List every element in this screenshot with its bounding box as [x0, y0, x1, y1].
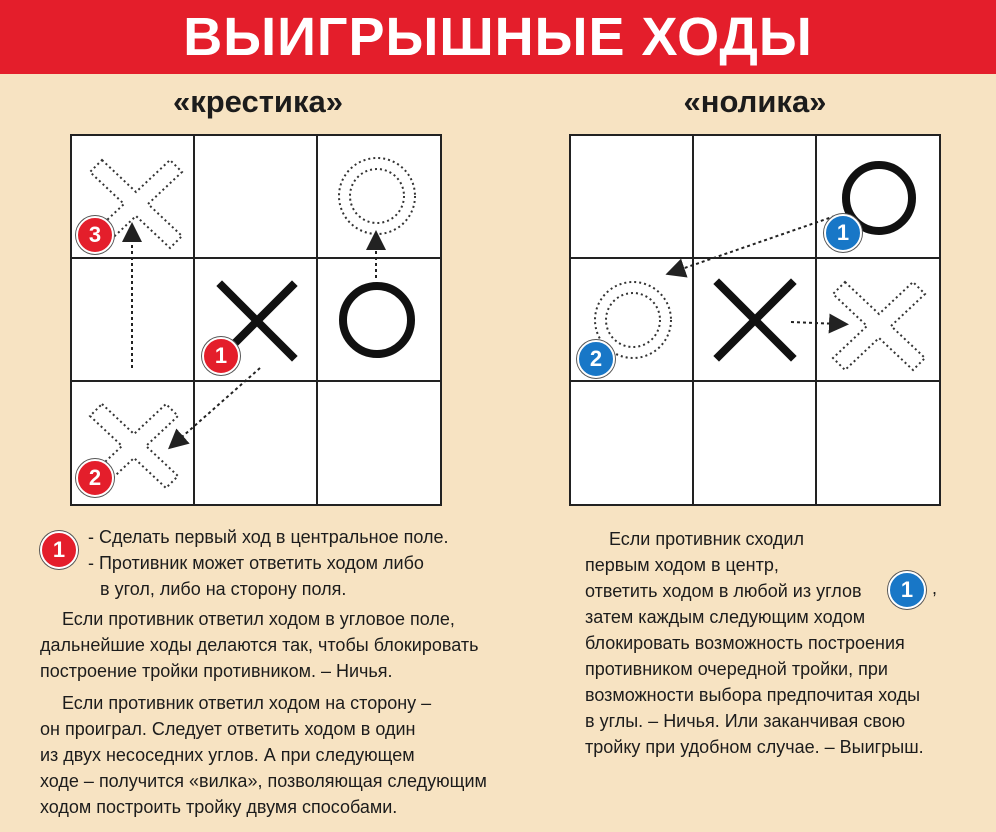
paragraph-line: Если противник ответил ходом на сторону –	[62, 693, 432, 713]
right-board	[569, 134, 941, 506]
bullet-line: - Противник может ответить ходом либо	[88, 553, 424, 573]
paragraph-line: тройку при удобном случае. – Выигрыш.	[585, 737, 924, 757]
left-paragraph-2	[40, 690, 487, 820]
bullet-line: - Сделать первый ход в центральное поле.	[88, 527, 449, 547]
legend-badge-1: 1	[40, 531, 78, 569]
right-subtitle: «нолика»	[683, 84, 827, 119]
paragraph-line: затем каждым следующим ходом	[585, 607, 866, 627]
paragraph-line: Если противник ответил ходом в угловое поле,	[62, 609, 455, 629]
bullet-line: в угол, либо на сторону поля.	[100, 579, 347, 599]
paragraph-line: дальнейшие ходы делаются так, чтобы блокировать	[40, 635, 479, 655]
step-badge-2: 2	[76, 459, 114, 497]
paragraph-line: блокировать возможность построения	[585, 633, 905, 653]
title-banner	[0, 0, 996, 74]
paragraph-line: в углы. – Ничья. Или заканчивая свою	[585, 711, 906, 731]
paragraph-line: первым ходом в центр,	[585, 555, 779, 575]
right-paragraph	[585, 526, 924, 760]
paragraph-line: ответить ходом в любой из углов	[585, 581, 862, 601]
inline-badge-1: 1	[888, 571, 926, 609]
inline-comma: ,	[932, 578, 938, 598]
paragraph-line: построение тройки противником. – Ничья.	[40, 661, 393, 681]
paragraph-line: Если противник сходил	[609, 529, 804, 549]
paragraph-line: ходе – получится «вилка», позволяющая следующим	[40, 771, 487, 791]
step-badge-1: 1	[824, 214, 862, 252]
left-subtitle: «крестика»	[172, 84, 343, 119]
left-paragraph-1	[40, 606, 478, 684]
left-bullets	[88, 524, 449, 602]
left-board	[70, 134, 442, 506]
paragraph-line: он проиграл. Следует ответить ходом в один	[40, 719, 416, 739]
step-badge-3: 3	[76, 216, 114, 254]
paragraph-line: противником очередной тройки, при	[585, 659, 888, 679]
page-title: ВЫИГРЫШНЫЕ ХОДЫ	[183, 7, 813, 67]
paragraph-line: возможности выбора предпочитая ходы	[585, 685, 921, 705]
step-badge-1: 1	[202, 337, 240, 375]
paragraph-line: ходом построить тройку двумя способами.	[40, 797, 398, 817]
step-badge-2: 2	[577, 340, 615, 378]
paragraph-line: из двух несоседних углов. А при следующем	[40, 745, 415, 765]
